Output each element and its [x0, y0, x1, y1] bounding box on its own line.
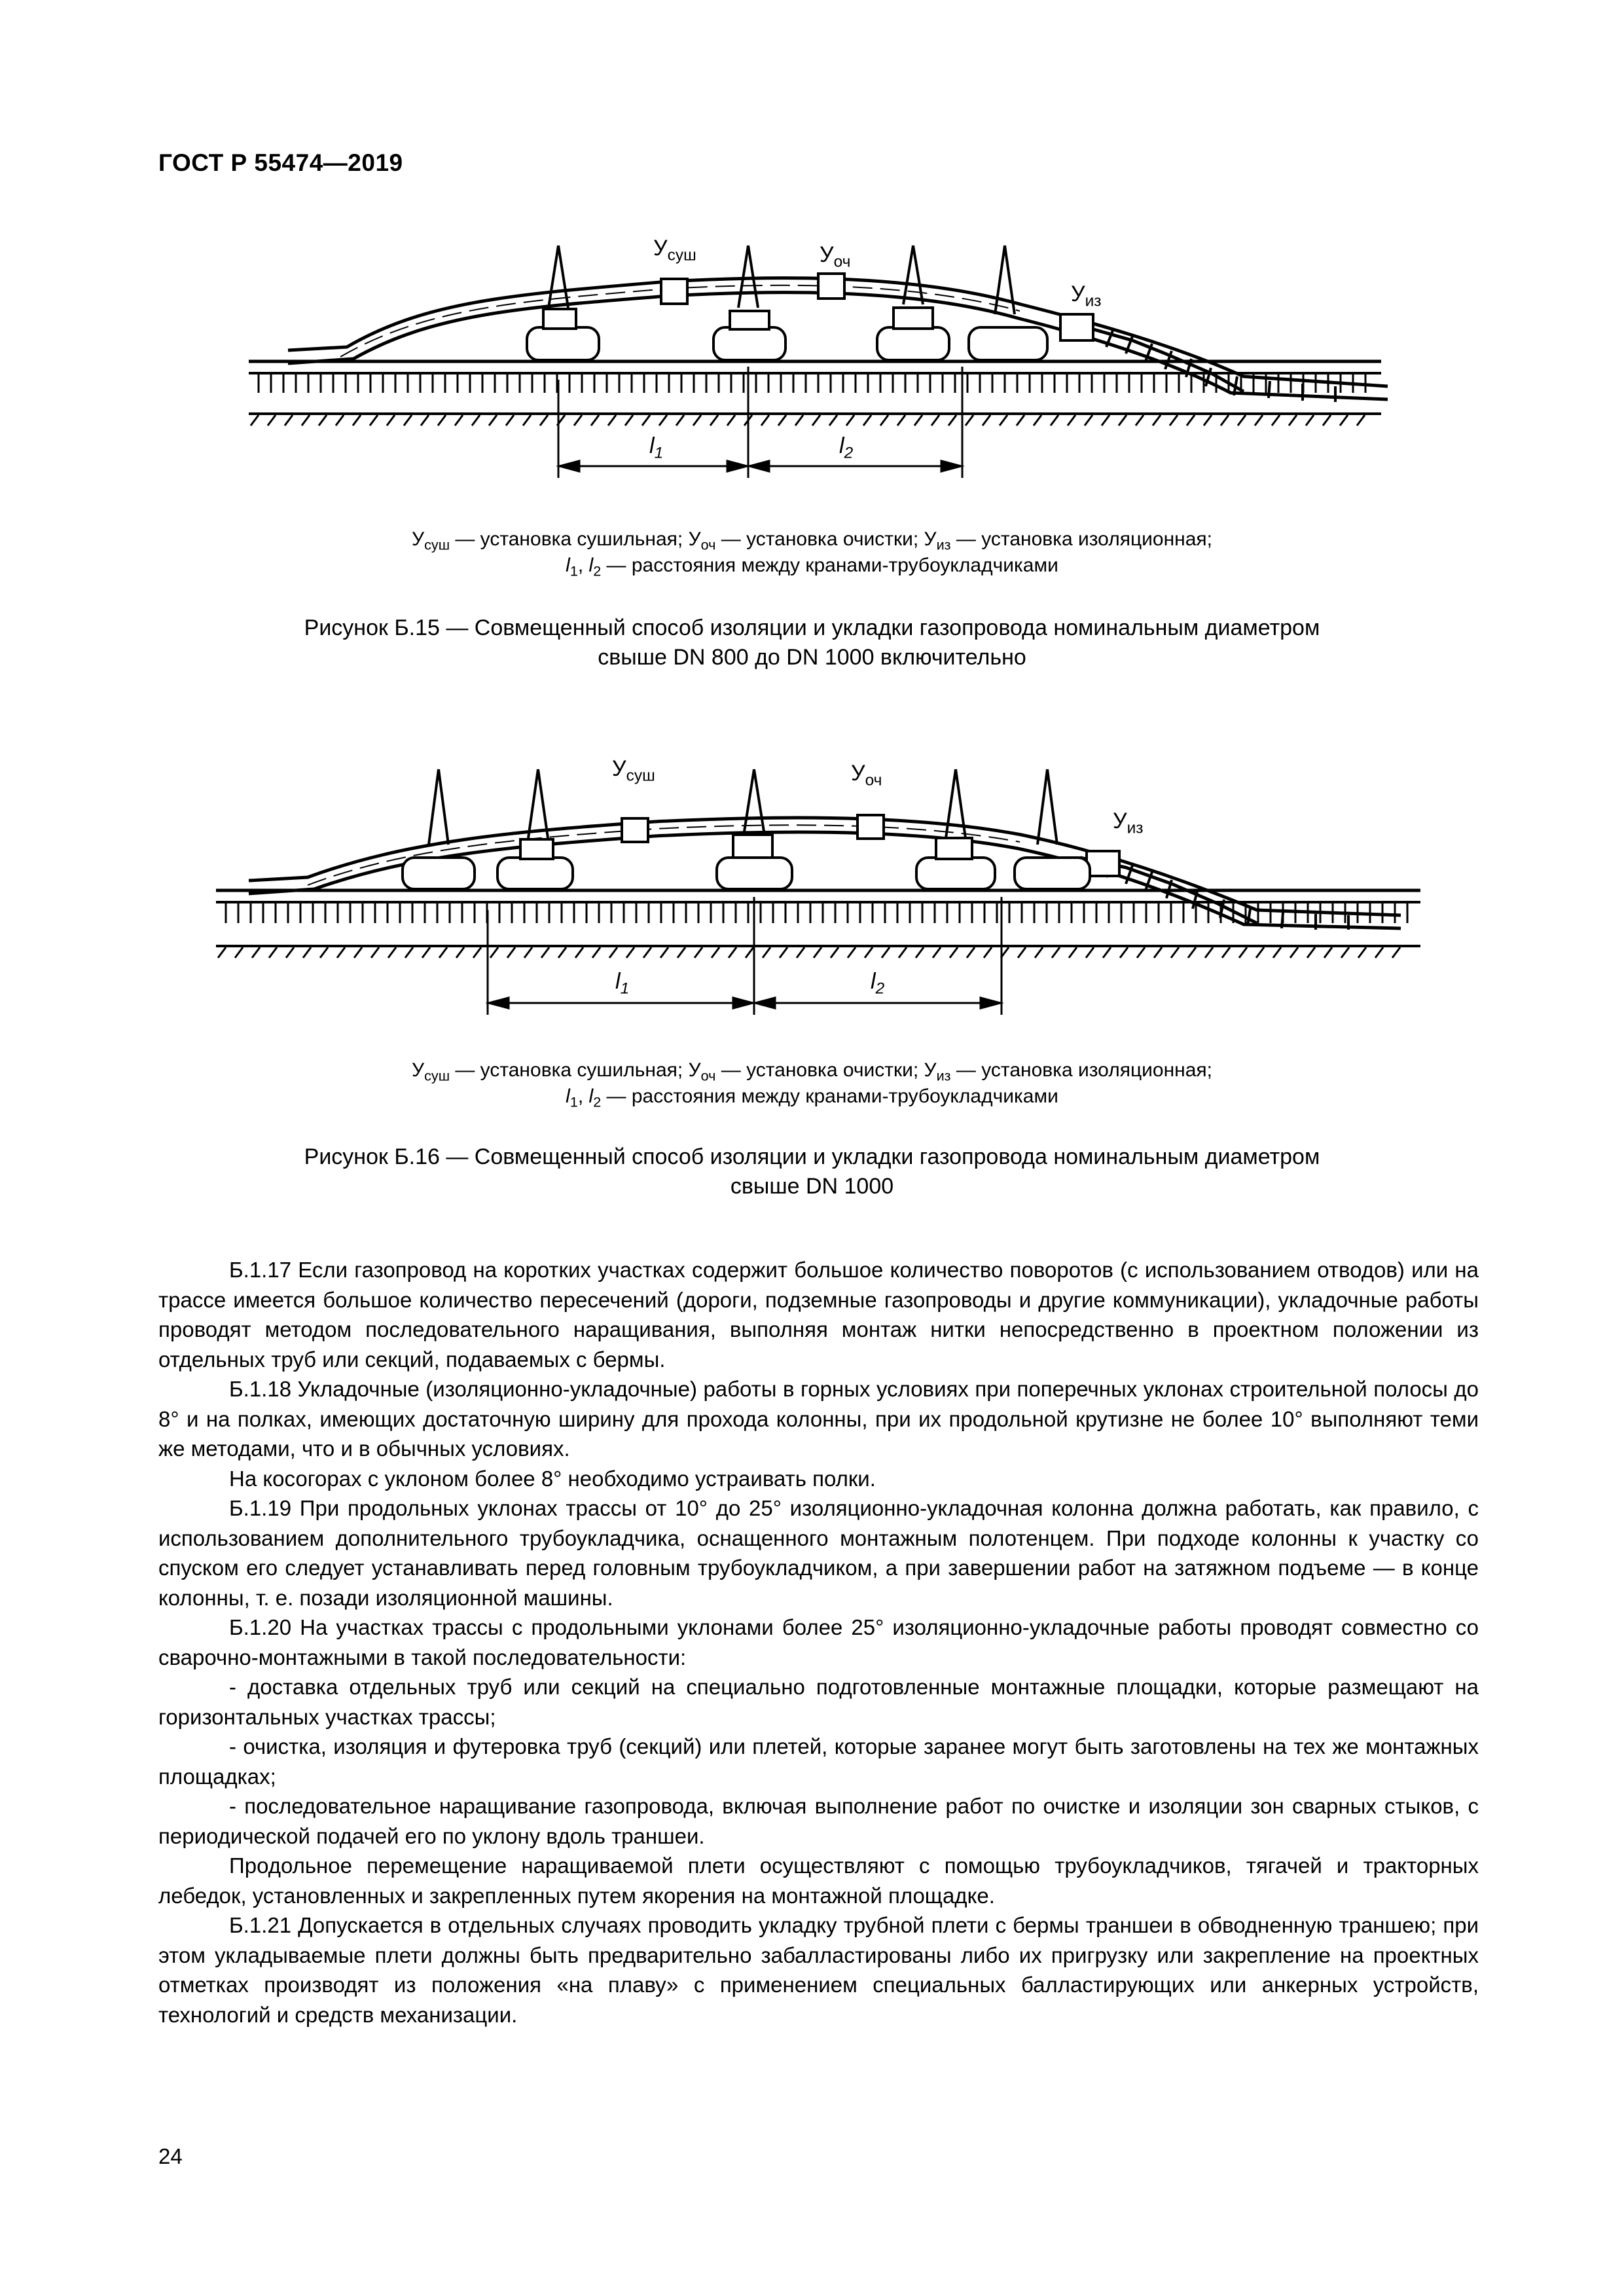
soil-hatch — [541, 947, 549, 958]
pipelayers — [527, 246, 1047, 360]
soil-hatch — [1051, 415, 1058, 426]
soil-hatch — [336, 415, 344, 426]
soil-hatch — [558, 947, 566, 958]
soil-hatch — [1238, 415, 1246, 426]
paragraph-b1-20: Б.1.20 На участках трассы с продольными уклонами более 25° изоляционно-укладочные работы проводят совместно со сварочно-монтажными в такой последовательности: — [158, 1615, 1479, 1669]
soil-hatch — [1221, 415, 1229, 426]
paragraph-b1-21: Б.1.21 Допускается в отдельных случаях проводить укладку трубной плети с бермы траншеи в обводненную траншею; при этом укладываемые плети должны быть предварительно забалластированы либо их пригрузку или закрепление на проектных отметках производят из положения «на плаву» с применением специальных балластирующих или анкерных устройств, технологий и средств механизации. — [158, 1913, 1479, 2027]
soil-hatch — [1239, 947, 1247, 958]
drying-unit — [661, 279, 687, 304]
soil-hatch — [865, 947, 873, 958]
soil-hatch — [1103, 947, 1111, 958]
soil-hatch — [269, 947, 277, 958]
soil-hatch — [1358, 947, 1366, 958]
soil-hatch — [506, 415, 514, 426]
pipelayer-2 — [713, 246, 785, 360]
soil-hatch — [1034, 415, 1041, 426]
page-number: 24 — [158, 2144, 183, 2168]
soil-hatch — [1035, 947, 1043, 958]
label-insulation: $У_{из}$ — [1071, 282, 1102, 310]
soil-hatch — [1000, 415, 1007, 426]
soil-hatch — [660, 947, 668, 958]
soil-hatch — [1102, 415, 1110, 426]
soil-hatch — [218, 947, 226, 958]
soil-hatch — [984, 947, 992, 958]
paragraph-movement: Продольное перемещение наращиваемой плети осуществляют с помощью трубоукладчиков, тягачей и тракторных лебедок, установленных и закрепленных путем якорения на монтажной площадке. — [158, 1853, 1479, 1908]
soil-hatch — [914, 415, 922, 426]
soil-hatch — [746, 947, 753, 958]
paragraph-b1-17: Б.1.17 Если газопровод на коротких участках содержит большое количество поворотов (с использованием отводов) или на трассе имеется большое количество пересечений (дороги, подземные газопроводы и другие коммуникации), укладочные работы проводят методом последовательного наращивания, выполняя монтаж нитки непосредственно в проектном положении из отдельных труб или секций, подаваемых с бермы. — [158, 1258, 1479, 1372]
soil-hatch — [761, 415, 769, 426]
soil-hatch — [795, 415, 803, 426]
soil-hatch — [1272, 415, 1280, 426]
soil-hatch — [626, 947, 634, 958]
soil-hatch — [1187, 415, 1195, 426]
soil-hatch — [882, 947, 890, 958]
soil-hatch — [712, 947, 719, 958]
soil-hatch — [1018, 947, 1026, 958]
paragraph-b1-19: Б.1.19 При продольных уклонах трассы от 10° до 25° изоляционно-укладочная колонна должна работать, как правило, с использованием дополнительного трубоукладчика, оснащенного монтажным полотенцем. При подходе колонны к участку со спуском его следует устанавливать перед головным трубоукладчиком, а при завершении работ на затяжном подъеме — в конце колонны, т. е. позади изоляционной машины. — [158, 1496, 1479, 1610]
soil-hatch — [608, 415, 616, 426]
soil-hatch — [404, 415, 412, 426]
soil-hatch — [1085, 415, 1092, 426]
soil-hatch — [780, 947, 787, 958]
soil-hatch — [235, 947, 243, 958]
label-l2: $l_2$ — [839, 433, 854, 462]
soil-hatch — [353, 415, 361, 426]
soil-hatch — [540, 415, 548, 426]
soil-hatch — [643, 947, 651, 958]
label-insulation: $У_{из}$ — [1113, 809, 1144, 837]
label-cleaning: $У_{оч}$ — [820, 242, 851, 271]
soil-hatch — [489, 415, 497, 426]
soil-hatch — [625, 415, 633, 426]
label-l2: $l_2$ — [871, 969, 885, 998]
soil-hatch — [421, 415, 429, 426]
soil-hatch — [814, 947, 821, 958]
figure-b16-diagram — [0, 720, 1624, 1113]
soil-hatch — [916, 947, 924, 958]
soil-hatch — [1289, 415, 1297, 426]
soil-hatch — [965, 415, 973, 426]
soil-hatch — [1017, 415, 1024, 426]
soil-hatch — [931, 415, 939, 426]
label-cleaning: $У_{оч}$ — [851, 761, 882, 790]
soil-hatch — [763, 947, 770, 958]
soil-hatch — [387, 415, 395, 426]
pipelayer-3 — [717, 769, 792, 889]
soil-hatch — [642, 415, 650, 426]
soil-hatch — [1255, 415, 1263, 426]
soil-hatch — [863, 415, 871, 426]
label-drying: $У_{суш}$ — [653, 236, 696, 264]
soil-hatch — [729, 947, 736, 958]
soil-hatch — [472, 415, 480, 426]
soil-hatch — [370, 415, 378, 426]
figure-b15-legend: $У_{суш}$ — установка сушильная; $У_{оч}$ — установка очистки; $У_{из}$ — установка изоляционная; $l_1$, $l_2$ — расстояния между кранами-трубоукладчиками — [412, 528, 1212, 579]
soil-hatch — [490, 947, 498, 958]
figure-b16-legend: $У_{суш}$ — установка сушильная; $У_{оч}$ — установка очистки; $У_{из}$ — установка изоляционная; $l_1$, $l_2$ — расстояния между кранами-трубоукладчиками — [412, 1059, 1212, 1110]
soil-hatch — [1204, 415, 1212, 426]
soil-hatch — [1052, 947, 1060, 958]
soil-hatch — [1306, 415, 1314, 426]
soil-hatch — [695, 947, 702, 958]
soil-hatch — [778, 415, 786, 426]
soil-hatch — [1154, 947, 1162, 958]
soil-hatch — [456, 947, 464, 958]
soil-hatch — [1256, 947, 1264, 958]
soil-hatch — [1170, 415, 1178, 426]
figure-b15-caption: Рисунок Б.15 — Совмещенный способ изоляции и укладки газопровода номинальным диаметром свыше DN 800 до DN 1000 включительно — [304, 615, 1320, 670]
paragraph-slopes: На косогорах с уклоном более 8° необходимо устраивать полки. — [229, 1466, 876, 1491]
soil-hatch — [1188, 947, 1196, 958]
soil-hatch — [609, 947, 617, 958]
soil-hatch — [676, 415, 684, 426]
soil-hatch — [693, 415, 701, 426]
soil-hatch — [1323, 415, 1331, 426]
soil-hatch — [507, 947, 515, 958]
soil-hatch — [286, 947, 294, 958]
soil-hatch — [659, 415, 667, 426]
soil-hatch — [677, 947, 685, 958]
cleaning-unit — [818, 274, 844, 299]
soil-hatch — [1290, 947, 1298, 958]
body-text — [158, 1255, 1479, 2030]
soil-hatch — [439, 947, 447, 958]
soil-hatch — [1307, 947, 1315, 958]
insulation-unit — [1060, 314, 1093, 340]
list-item: - доставка отдельных труб или секций на специально подготовленные монтажные площадки, которые размещают на горизонтальных участках трассы; — [158, 1675, 1479, 1729]
soil-hatch — [1069, 947, 1077, 958]
soil-hatch — [574, 415, 582, 426]
figure-b16-caption: Рисунок Б.16 — Совмещенный способ изоляции и укладки газопровода номинальным диаметром свыше DN 1000 — [304, 1144, 1320, 1199]
soil-hatch — [812, 415, 820, 426]
soil-hatch — [848, 947, 856, 958]
drying-unit — [622, 818, 648, 842]
soil-hatch — [1205, 947, 1213, 958]
soil-hatch — [727, 415, 735, 426]
soil-hatch — [899, 947, 907, 958]
soil-hatch — [880, 415, 888, 426]
soil-hatch — [1137, 947, 1145, 958]
soil-hatch — [337, 947, 345, 958]
soil-hatch — [1273, 947, 1281, 958]
soil-hatch — [388, 947, 396, 958]
soil-hatch — [1222, 947, 1230, 958]
soil-hatch — [371, 947, 379, 958]
soil-hatch — [354, 947, 362, 958]
soil-hatch — [1120, 947, 1128, 958]
soil-hatch — [1392, 947, 1400, 958]
dimension-lines — [488, 897, 1001, 1015]
soil-hatch — [1086, 947, 1094, 958]
figure-b15 — [0, 0, 1624, 687]
soil-hatch — [1357, 415, 1365, 426]
label-l1: $l_1$ — [649, 433, 664, 462]
soil-hatch — [251, 415, 259, 426]
soil-hatch — [1119, 415, 1127, 426]
soil-hatch — [897, 415, 905, 426]
soil-hatch — [285, 415, 293, 426]
pipelayer-5 — [1015, 769, 1090, 889]
soil-hatch — [405, 947, 413, 958]
soil-hatch — [523, 415, 531, 426]
soil-hatch — [524, 947, 532, 958]
figure-b15-diagram — [0, 0, 1624, 687]
soil-hatch — [591, 415, 599, 426]
pipelayer-4 — [969, 246, 1047, 360]
soil-hatch — [268, 415, 276, 426]
label-drying: $У_{суш}$ — [612, 756, 655, 785]
soil-hatch — [950, 947, 958, 958]
soil-hatch — [846, 415, 854, 426]
soil-hatch — [1153, 415, 1161, 426]
soil-hatch — [829, 415, 837, 426]
soil-hatch — [320, 947, 328, 958]
list-item: - последовательное наращивание газопровода, включая выполнение работ по очистке и изоляции зон сварных стыков, с периодической подачей его по уклону вдоль траншеи. — [158, 1794, 1479, 1848]
soil-hatch — [1341, 947, 1349, 958]
cleaning-unit — [857, 815, 884, 839]
insulation-unit — [1087, 851, 1119, 876]
figure-b16 — [0, 720, 1624, 1113]
soil-hatch — [1136, 415, 1144, 426]
soil-hatch — [983, 415, 990, 426]
soil-hatch — [455, 415, 463, 426]
soil-hatch — [797, 947, 804, 958]
soil-hatch — [319, 415, 327, 426]
soil-hatch — [948, 415, 956, 426]
soil-hatch — [967, 947, 975, 958]
soil-hatch — [473, 947, 481, 958]
soil-hatch — [1340, 415, 1348, 426]
pipe-ribs — [1106, 860, 1348, 930]
soil-hatch — [1068, 415, 1075, 426]
soil-hatch — [1324, 947, 1332, 958]
label-l1: $l_1$ — [615, 969, 630, 998]
list-item: - очистка, изоляция и футеровка труб (секций) или плетей, которые заранее могут быть заготовлены на тех же монтажных площадках; — [158, 1734, 1479, 1789]
pipelayer-1 — [403, 769, 475, 889]
soil-hatch — [1375, 947, 1383, 958]
paragraph-b1-18: Б.1.18 Укладочные (изоляционно-укладочные) работы в горных условиях при поперечных уклонах строительной полосы до 8° и на полках, имеющих достаточную ширину для прохода колонны, при их продольной крутизне не более 10° выполняют теми же методами, что и в обычных условиях. — [158, 1377, 1479, 1461]
soil-hatch — [303, 947, 311, 958]
soil-hatch — [575, 947, 583, 958]
document-header: ГОСТ Р 55474—2019 — [158, 149, 403, 176]
soil-hatch — [831, 947, 839, 958]
soil-hatch — [422, 947, 430, 958]
soil-hatch — [1171, 947, 1179, 958]
soil-hatch — [933, 947, 941, 958]
soil-hatch — [302, 415, 310, 426]
soil-hatch — [592, 947, 600, 958]
soil-hatch — [438, 415, 446, 426]
soil-hatch — [252, 947, 260, 958]
soil-hatch — [710, 415, 718, 426]
